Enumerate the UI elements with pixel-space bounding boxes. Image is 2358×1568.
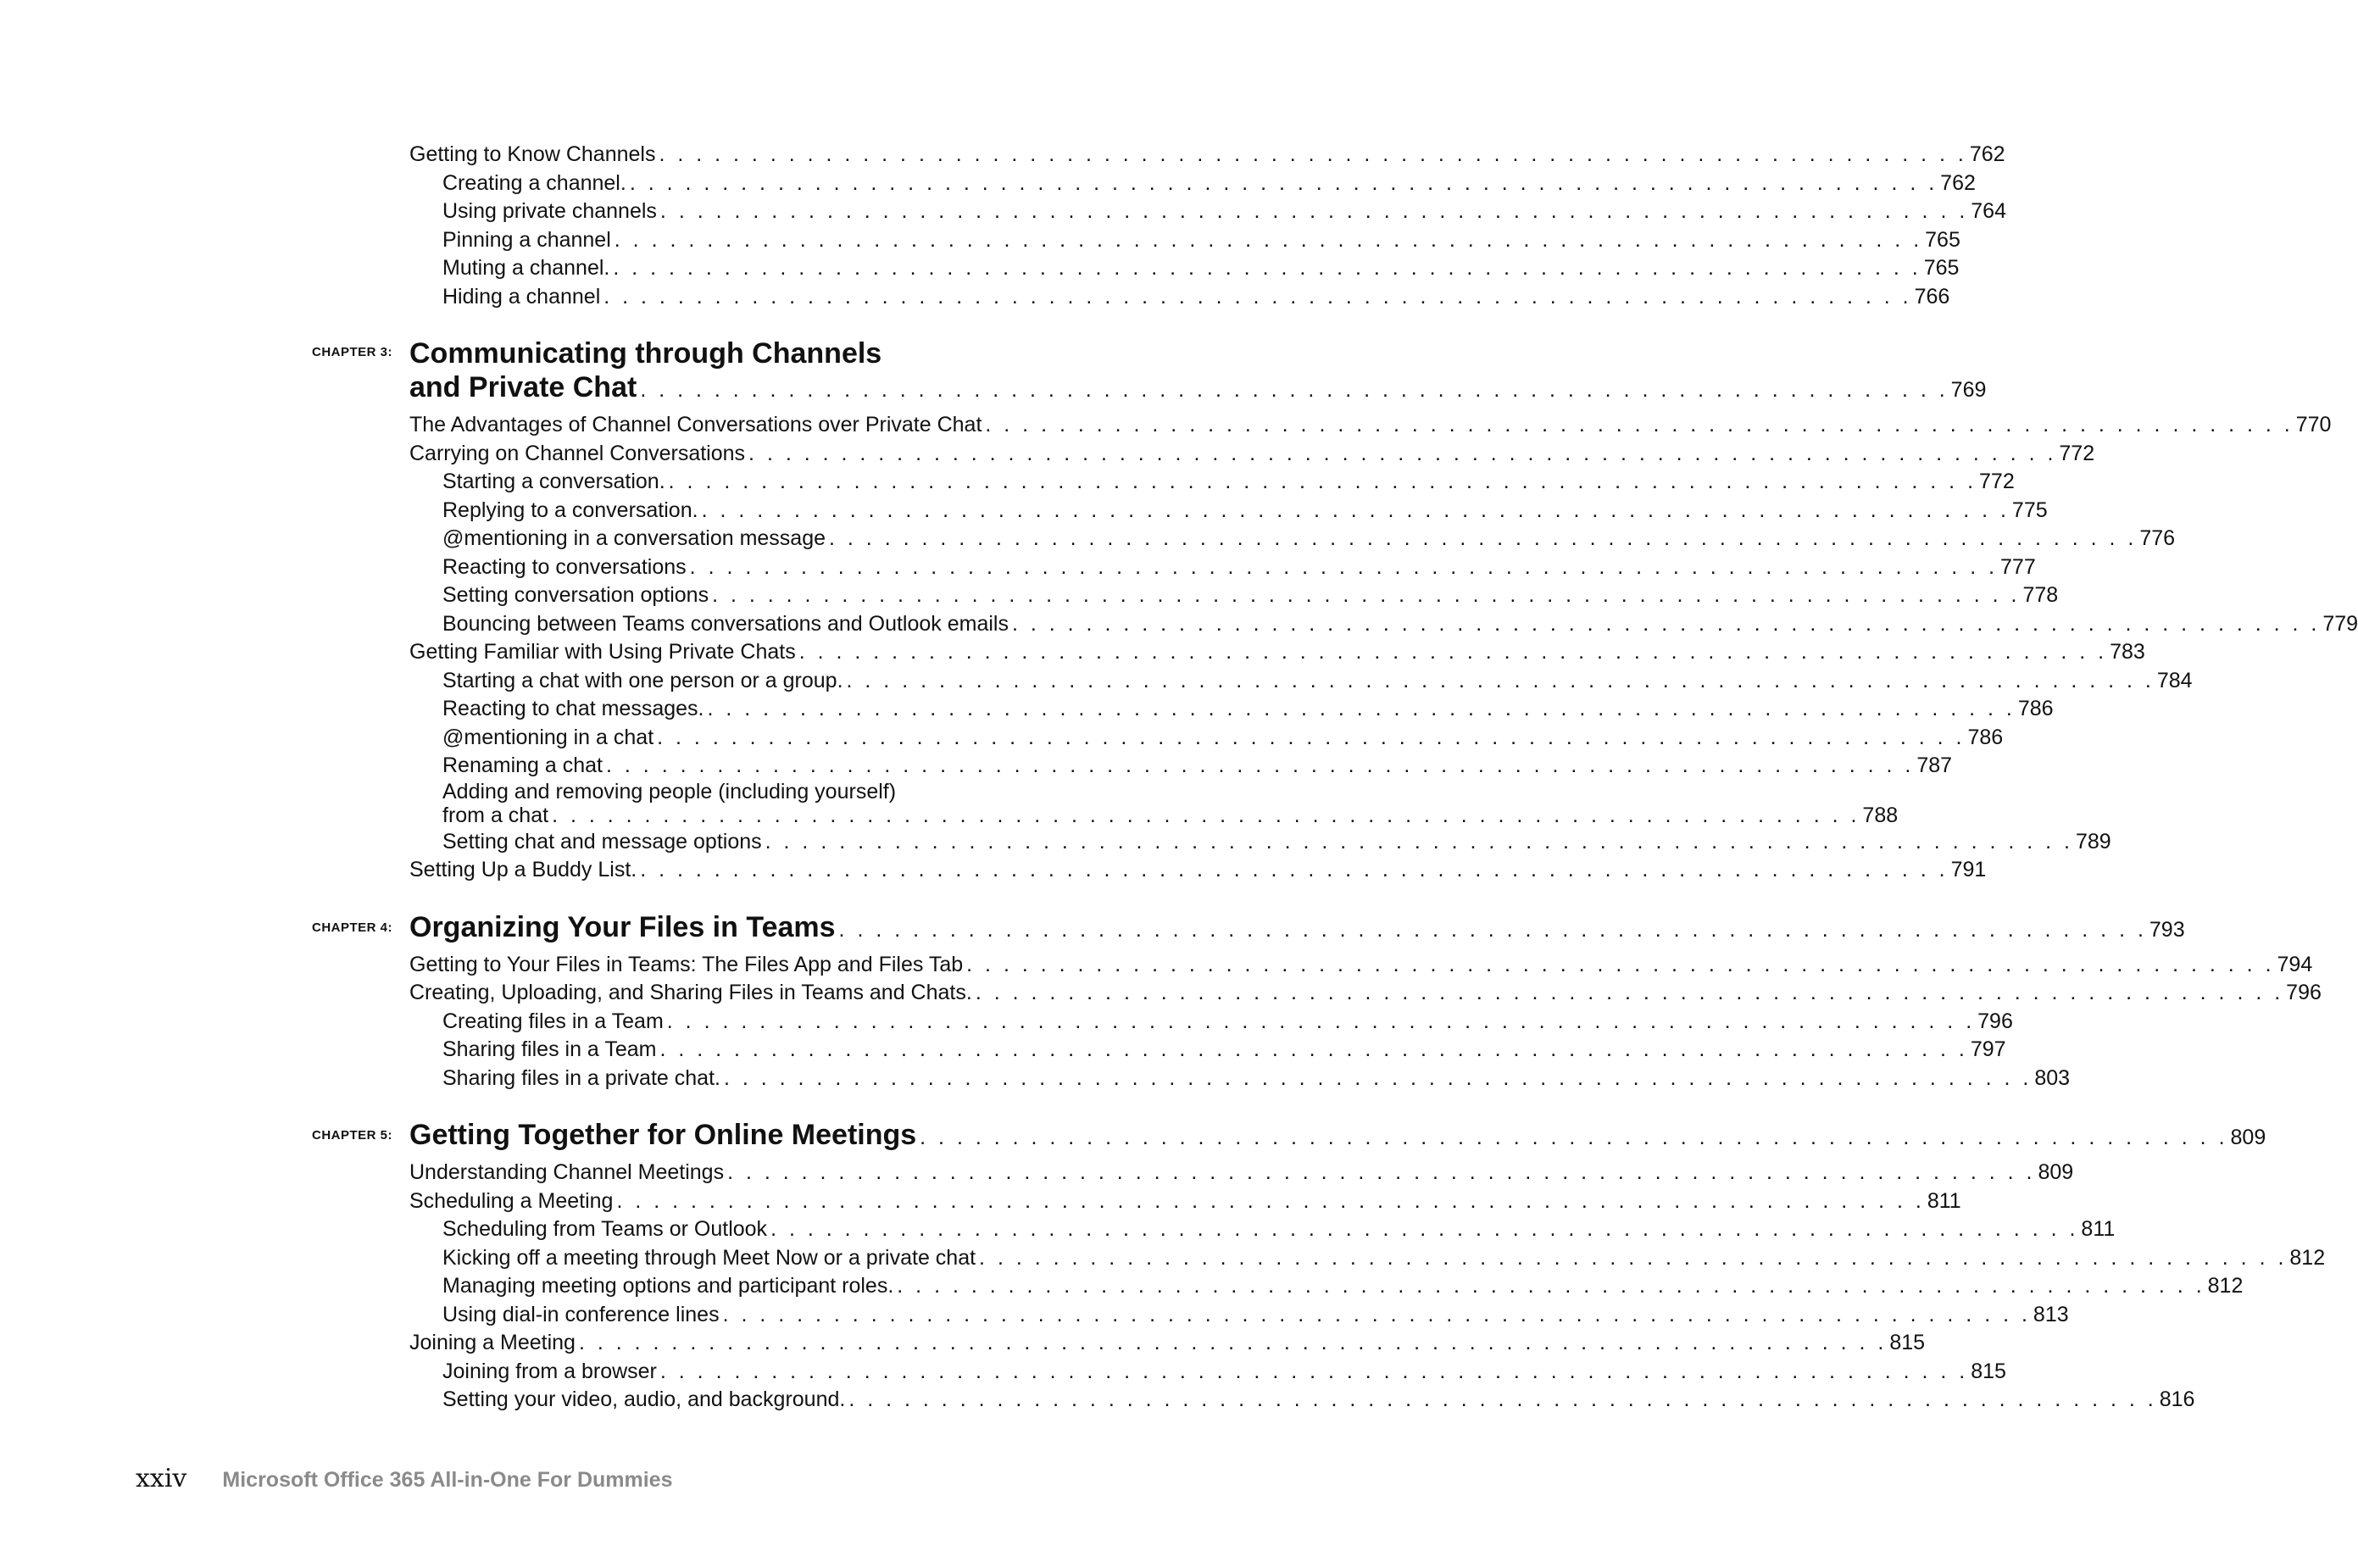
toc-entry	[409, 1159, 2074, 1187]
dot-leader: . . . . . . . . . . . . . . . . . . . . . . . . . . . . . . . . . . . . . . . . . . . . . . . . . . . . . . . . . . . . . . . . . . . . . . .	[659, 1037, 1968, 1061]
entry-page-number: 772	[1979, 470, 2015, 493]
entry-page-number: 786	[2017, 697, 2054, 720]
entry-title: Hiding a channel	[442, 284, 601, 309]
chapter-heading	[0, 336, 1987, 404]
entry-title: Sharing files in a private chat.	[442, 1065, 720, 1090]
chapter-title-row	[409, 910, 2185, 944]
chapter-page-number: 769	[1950, 378, 1987, 402]
toc-entry	[442, 752, 1953, 781]
entry-title: Starting a conversation.	[442, 470, 665, 493]
entry-title: @mentioning in a chat	[442, 725, 654, 749]
entry-page-number: 791	[1950, 858, 1987, 881]
toc-entry	[409, 440, 2095, 469]
dot-leader: . . . . . . . . . . . . . . . . . . . . . . . . . . . . . . . . . . . . . . . . . . . . . . . . . . . . . . . . . . . . . . . . . . . . . . .	[748, 441, 2057, 465]
toc-entry	[442, 497, 2048, 525]
entry-title: Scheduling from Teams or Outlook	[442, 1217, 768, 1241]
entry-title: Renaming a chat	[442, 753, 603, 777]
toc-entry	[442, 610, 2358, 639]
chapter-title-row	[409, 1118, 2266, 1152]
toc-entry	[442, 553, 2036, 582]
chapter-title-line1: Communicating through Channels	[409, 337, 882, 370]
dot-leader: . . . . . . . . . . . . . . . . . . . . . . . . . . . . . . . . . . . . . . . . . . . . . . . . . . . . . . . . . . . . . . . . . . . . . . .	[707, 697, 2016, 720]
entry-page-number: 815	[1889, 1331, 1926, 1354]
entry-page-number: 766	[1914, 284, 1950, 309]
entry-title-continued: from a chat	[442, 803, 549, 827]
dot-leader: . . . . . . . . . . . . . . . . . . . . . . . . . . . . . . . . . . . . . . . . . . . . . . . . . . . . . . . . . . . . . . . . . . . . . . .	[578, 1331, 1888, 1354]
dot-leader: . . . . . . . . . . . . . . . . . . . . . . . . . . . . . . . . . . . . . . . . . . . . . . . . . . . . . . . . . . . . . . . . . . . . . . .	[829, 526, 2138, 550]
dot-leader: . . . . . . . . . . . . . . . . . . . . . . . . . . . . . . . . . . . . . . . . . . . . . . . . . . . . . . . . . . . . . . . . . . . . . . .	[689, 554, 1999, 579]
toc-entry	[442, 1215, 2116, 1244]
entry-page-number: 816	[2159, 1387, 2195, 1411]
dot-leader: . . . . . . . . . . . . . . . . . . . . . . . . . . . . . . . . . . . . . . . . . . . . . . . . . . . . . . . . . . . . . . . . . . . . . . .	[897, 1274, 2205, 1298]
dot-leader: . . . . . . . . . . . . . . . . . . . . . . . . . . . . . . . . . . . . . . . . . . . . . . . . . . . . . . . . . . . . . . . . . . . . . . .	[614, 227, 1923, 252]
entry-page-number: 778	[2022, 583, 2059, 607]
toc-entry	[409, 951, 2313, 980]
entry-title: Adding and removing people (including yourself)	[442, 779, 897, 803]
dot-leader: . . . . . . . . . . . . . . . . . . . . . . . . . . . . . . . . . . . . . . . . . . . . . . . . . . . . . . . . . . . . . . . . . . . . . . .	[712, 583, 2021, 607]
toc-entry	[442, 197, 2006, 226]
chapter-label: CHAPTER 5:	[312, 1128, 393, 1143]
toc-entry	[442, 581, 2059, 610]
entry-title: @mentioning in a conversation message	[442, 526, 826, 550]
dot-leader: . . . . . . . . . . . . . . . . . . . . . . . . . . . . . . . . . . . . . . . . . . . . . . . . . . . . . . . . . . . . . . . . . . . . . . .	[798, 640, 2108, 664]
entry-title: Creating, Uploading, and Sharing Files in Teams and Chats.	[409, 981, 972, 1004]
toc-entry	[409, 141, 2005, 170]
entry-page-number: 765	[1923, 256, 1960, 280]
entry-page-number: 796	[2286, 981, 2322, 1004]
entry-page-number: 764	[1971, 199, 2006, 223]
page-footer	[136, 1464, 673, 1498]
entry-title: Carrying on Channel Conversations	[409, 441, 746, 465]
dot-leader: . . . . . . . . . . . . . . . . . . . . . . . . . . . . . . . . . . . . . . . . . . . . . . . . . . . . . . . . . . . . . . . . . . . . . . .	[770, 1217, 2079, 1241]
entry-page-number: 783	[2110, 640, 2145, 664]
dot-leader: . . . . . . . . . . . . . . . . . . . . . . . . . . . . . . . . . . . . . . . . . . . . . . . . . . . . . . . . . . . . . . . . . . . . . . .	[640, 858, 1949, 881]
entry-title: Creating files in a Team	[442, 1009, 664, 1033]
toc-entry	[442, 283, 1950, 312]
entry-page-number: 784	[2156, 668, 2193, 692]
toc-entry	[442, 724, 2004, 753]
toc-entry	[442, 226, 1960, 255]
toc-entry	[442, 1065, 2071, 1093]
entry-title: Kicking off a meeting through Meet Now or a private chat	[442, 1245, 976, 1270]
toc-entry	[442, 1358, 2006, 1387]
toc-entry	[442, 468, 2015, 497]
toc-entry	[409, 1329, 1926, 1358]
toc-entry	[442, 695, 2054, 724]
entry-page-number: 789	[2076, 829, 2111, 854]
toc-entry	[442, 1244, 2326, 1273]
entry-page-number: 797	[1970, 1037, 2006, 1061]
chapter-heading	[0, 1118, 2266, 1152]
chapter-title: Getting Together for Online Meetings	[409, 1119, 917, 1151]
dot-leader: . . . . . . . . . . . . . . . . . . . . . . . . . . . . . . . . . . . . . . . . . . . . . . . . . . . . . . . . . . . . . . . . . . . . . . .	[848, 1387, 2157, 1411]
entry-page-number: 812	[2207, 1274, 2244, 1298]
entry-title: Getting Familiar with Using Private Chats	[409, 640, 796, 664]
entry-title: Reacting to conversations	[442, 554, 687, 579]
entry-title: Setting conversation options	[442, 583, 709, 607]
toc-entry	[442, 1301, 2069, 1330]
dot-leader: . . . . . . . . . . . . . . . . . . . . . . . . . . . . . . . . . . . . . . . . . . . . . . . . . . . . . . . . . . . . . . . . . . . . . . .	[727, 1160, 2036, 1184]
book-title: Microsoft Office 365 All-in-One For Dummies	[222, 1468, 673, 1492]
dot-leader: . . . . . . . . . . . . . . . . . . . . . . . . . . . . . . . . . . . . . . . . . . . . . . . . . . . . . . . . . . . . . . . . . . . . . . .	[629, 170, 1938, 195]
toc-entry	[442, 828, 2111, 857]
dot-leader: . . . . . . . . . . . . . . . . . . . . . . . . . . . . . . . . . . . . . . . . . . . . . . . . . . . . . . . . . . . . . . . . . . . . . . .	[1011, 611, 2321, 636]
dot-leader: . . . . . . . . . . . . . . . . . . . . . . . . . . . . . . . . . . . . . . . . . . . . . . . . . . . . . . . . . . . . . . . . . . . . . . .	[659, 1359, 1969, 1383]
toc-entry	[409, 411, 2332, 440]
toc-entry	[442, 1036, 2006, 1065]
entry-title: Pinning a channel	[442, 227, 611, 252]
entry-page-number: 770	[2295, 413, 2332, 436]
entry-title: Bouncing between Teams conversations and Outlook emails	[442, 611, 1009, 636]
entry-page-number: 788	[1862, 803, 1899, 827]
dot-leader: . . . . . . . . . . . . . . . . . . . . . . . . . . . . . . . . . . . . . . . . . . . . . . . . . . . . . . . . . . . . . . . . . . . . . . .	[603, 284, 1912, 309]
entry-page-number: 787	[1916, 753, 1953, 777]
dot-leader: . . . . . . . . . . . . . . . . . . . . . . . . . . . . . . . . . . . . . . . . . . . . . . . . . . . . . . . . . . . . . . . . . . . . . . .	[838, 917, 2147, 942]
entry-title: The Advantages of Channel Conversations over Private Chat	[409, 413, 982, 436]
chapter-label: CHAPTER 3:	[312, 345, 393, 359]
page-number: xxiv	[136, 1464, 187, 1493]
dot-leader: . . . . . . . . . . . . . . . . . . . . . . . . . . . . . . . . . . . . . . . . . . . . . . . . . . . . . . . . . . . . . . . . . . . . . . .	[701, 498, 2010, 522]
dot-leader: . . . . . . . . . . . . . . . . . . . . . . . . . . . . . . . . . . . . . . . . . . . . . . . . . . . . . . . . . . . . . . . . . . . . . . .	[979, 1245, 2288, 1270]
dot-leader: . . . . . . . . . . . . . . . . . . . . . . . . . . . . . . . . . . . . . . . . . . . . . . . . . . . . . . . . . . . . . . . . . . . . . . .	[668, 470, 1977, 493]
dot-leader: . . . . . . . . . . . . . . . . . . . . . . . . . . . . . . . . . . . . . . . . . . . . . . . . . . . . . . . . . . . . . . . . . . . . . . .	[666, 1009, 1976, 1033]
entry-title: Getting to Your Files in Teams: The Files App and Files Tab	[409, 952, 964, 976]
entry-page-number: 815	[1971, 1359, 2006, 1383]
entry-title: Using private channels	[442, 199, 657, 223]
dot-leader: . . . . . . . . . . . . . . . . . . . . . . . . . . . . . . . . . . . . . . . . . . . . . . . . . . . . . . . . . . . . . . . . . . . . . . .	[616, 1188, 1925, 1213]
entry-title: Getting to Know Channels	[409, 142, 656, 166]
entry-page-number: 762	[1940, 170, 1976, 195]
entry-page-number: 786	[1967, 725, 2004, 749]
entry-title: Setting chat and message options	[442, 829, 762, 854]
dot-leader: . . . . . . . . . . . . . . . . . . . . . . . . . . . . . . . . . . . . . . . . . . . . . . . . . . . . . . . . . . . . . . . . . . . . . . .	[552, 803, 1860, 827]
dot-leader: . . . . . . . . . . . . . . . . . . . . . . . . . . . . . . . . . . . . . . . . . . . . . . . . . . . . . . . . . . . . . . . . . . . . . . .	[613, 256, 1921, 280]
entry-page-number: 775	[2011, 498, 2048, 522]
dot-leader: . . . . . . . . . . . . . . . . . . . . . . . . . . . . . . . . . . . . . . . . . . . . . . . . . . . . . . . . . . . . . . . . . . . . . . .	[723, 1065, 2033, 1090]
toc-entry	[442, 170, 1976, 198]
dot-leader: . . . . . . . . . . . . . . . . . . . . . . . . . . . . . . . . . . . . . . . . . . . . . . . . . . . . . . . . . . . . . . . . . . . . . . .	[659, 142, 1967, 166]
dot-leader: . . . . . . . . . . . . . . . . . . . . . . . . . . . . . . . . . . . . . . . . . . . . . . . . . . . . . . . . . . . . . . . . . . . . . . .	[846, 668, 2155, 692]
entry-title: Muting a channel.	[442, 256, 610, 280]
dot-leader: . . . . . . . . . . . . . . . . . . . . . . . . . . . . . . . . . . . . . . . . . . . . . . . . . . . . . . . . . . . . . . . . . . . . . . .	[985, 413, 2294, 436]
entry-title: Sharing files in a Team	[442, 1037, 657, 1061]
entry-page-number: 811	[1927, 1188, 1961, 1213]
dot-leader: . . . . . . . . . . . . . . . . . . . . . . . . . . . . . . . . . . . . . . . . . . . . . . . . . . . . . . . . . . . . . . . . . . . . . . .	[606, 753, 1915, 777]
entry-page-number: 813	[2033, 1302, 2069, 1326]
entry-title: Managing meeting options and participant roles.	[442, 1274, 894, 1298]
entry-title: Setting Up a Buddy List.	[409, 858, 637, 881]
entry-page-number: 811	[2081, 1217, 2116, 1241]
table-of-contents	[0, 141, 2358, 1415]
entry-page-number: 776	[2139, 526, 2176, 550]
toc-entry-line1	[442, 781, 1104, 803]
dot-leader: . . . . . . . . . . . . . . . . . . . . . . . . . . . . . . . . . . . . . . . . . . . . . . . . . . . . . . . . . . . . . . . . . . . . . . .	[920, 1126, 2228, 1149]
toc-entry	[442, 1386, 2195, 1415]
toc-entry	[442, 254, 1960, 283]
entry-title: Scheduling a Meeting	[409, 1188, 614, 1213]
entry-page-number: 772	[2059, 441, 2095, 465]
chapter-page-number: 809	[2230, 1126, 2266, 1149]
entry-title: Reacting to chat messages.	[442, 697, 704, 720]
entry-title: Joining from a browser	[442, 1359, 657, 1383]
dot-leader: . . . . . . . . . . . . . . . . . . . . . . . . . . . . . . . . . . . . . . . . . . . . . . . . . . . . . . . . . . . . . . . . . . . . . . .	[966, 952, 2275, 976]
entry-page-number: 796	[1977, 1009, 2013, 1033]
entry-title: Replying to a conversation.	[442, 498, 698, 522]
dot-leader: . . . . . . . . . . . . . . . . . . . . . . . . . . . . . . . . . . . . . . . . . . . . . . . . . . . . . . . . . . . . . . . . . . . . . . .	[765, 829, 2073, 854]
entry-page-number: 777	[2000, 554, 2036, 579]
chapter-page-number: 793	[2149, 917, 2185, 942]
toc-entry	[409, 979, 2322, 1008]
entry-page-number: 779	[2322, 611, 2358, 636]
toc-entry	[442, 803, 1899, 828]
dot-leader: . . . . . . . . . . . . . . . . . . . . . . . . . . . . . . . . . . . . . . . . . . . . . . . . . . . . . . . . . . . . . . . . . . . . . . .	[975, 981, 2284, 1004]
entry-page-number: 809	[2038, 1160, 2074, 1184]
chapter-heading	[0, 910, 2185, 944]
entry-title: Understanding Channel Meetings	[409, 1160, 725, 1184]
dot-leader: . . . . . . . . . . . . . . . . . . . . . . . . . . . . . . . . . . . . . . . . . . . . . . . . . . . . . . . . . . . . . . . . . . . . . . .	[722, 1302, 2031, 1326]
entry-title: Using dial-in conference lines	[442, 1302, 720, 1326]
dot-leader: . . . . . . . . . . . . . . . . . . . . . . . . . . . . . . . . . . . . . . . . . . . . . . . . . . . . . . . . . . . . . . . . . . . . . . .	[659, 199, 1969, 223]
toc-entry	[409, 1187, 1961, 1216]
entry-title: Creating a channel.	[442, 170, 626, 195]
toc-entry	[442, 1272, 2244, 1301]
toc-entry	[409, 638, 2145, 667]
entry-page-number: 794	[2277, 952, 2313, 976]
dot-leader: . . . . . . . . . . . . . . . . . . . . . . . . . . . . . . . . . . . . . . . . . . . . . . . . . . . . . . . . . . . . . . . . . . . . . . .	[657, 725, 1966, 749]
dot-leader: . . . . . . . . . . . . . . . . . . . . . . . . . . . . . . . . . . . . . . . . . . . . . . . . . . . . . . . . . . . . . . . . . . . . . . .	[640, 378, 1949, 402]
entry-title: Setting your video, audio, and background.	[442, 1387, 846, 1411]
chapter-title: Organizing Your Files in Teams	[409, 910, 836, 943]
entry-page-number: 765	[1925, 227, 1960, 252]
chapter-title: and Private Chat	[409, 371, 637, 403]
entry-title: Joining a Meeting	[409, 1331, 576, 1354]
entry-page-number: 812	[2289, 1245, 2326, 1270]
entry-page-number: 803	[2034, 1065, 2071, 1090]
toc-entry	[442, 1008, 2013, 1037]
toc-entry	[442, 667, 2193, 696]
toc-entry	[409, 856, 1987, 885]
toc-entry	[442, 525, 2176, 553]
entry-title: Starting a chat with one person or a group.	[442, 668, 843, 692]
entry-page-number: 762	[1969, 142, 2005, 166]
chapter-label: CHAPTER 4:	[312, 920, 393, 935]
chapter-title-row	[409, 370, 1987, 404]
